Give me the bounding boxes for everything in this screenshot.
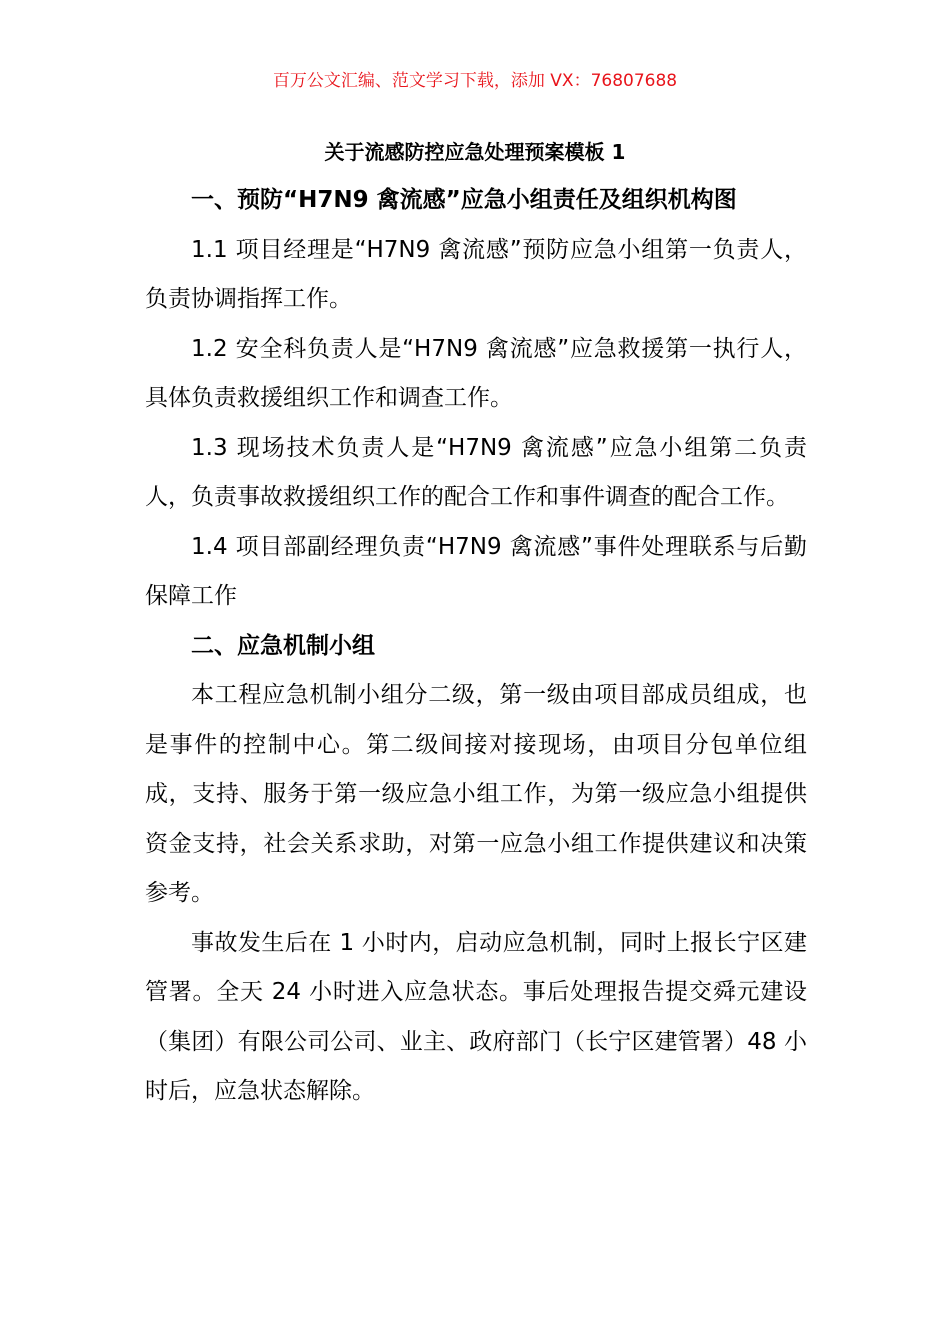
section-2-heading: 二、应急机制小组 [191,632,375,659]
paragraph-2-2: 事故发生后在 1 小时内，启动应急机制，同时上报长宁区建管署。全天 24 小时进入应急状态。事后处理报告提交舜元建设（集团）有限公司公司、业主、政府部门（长宁区建管署）48 小时后，应急状态解除。 [145,929,807,1104]
document-body [145,176,807,1117]
watermark-header: 百万公文汇编、范文学习下载，添加 VX：76807688 [272,71,678,91]
section-1-heading: 一、预防“H7N9 禽流感”应急小组责任及组织机构图 [191,187,737,213]
paragraph-1-4: 1.4 项目部副经理负责“H7N9 禽流感”事件处理联系与后勤保障工作 [145,533,807,609]
paragraph-1-2: 1.2 安全科负责人是“H7N9 禽流感”应急救援第一执行人，具体负责救援组织工作和调查工作。 [145,335,807,411]
paragraph-2-1: 本工程应急机制小组分二级，第一级由项目部成员组成，也是事件的控制中心。第二级间接对接现场，由项目分包单位组成，支持、服务于第一级应急小组工作，为第一级应急小组提供资金支持，社会关系求助，对第一应急小组工作提供建议和决策参考。 [145,682,807,906]
document-title: 关于流感防控应急处理预案模板 1 [324,140,626,164]
paragraph-1-1: 1.1 项目经理是“H7N9 禽流感”预防应急小组第一负责人，负责协调指挥工作。 [145,236,807,312]
paragraph-1-3: 1.3 现场技术负责人是“H7N9 禽流感”应急小组第二负责人，负责事故救援组织工作的配合工作和事件调查的配合工作。 [145,434,807,510]
